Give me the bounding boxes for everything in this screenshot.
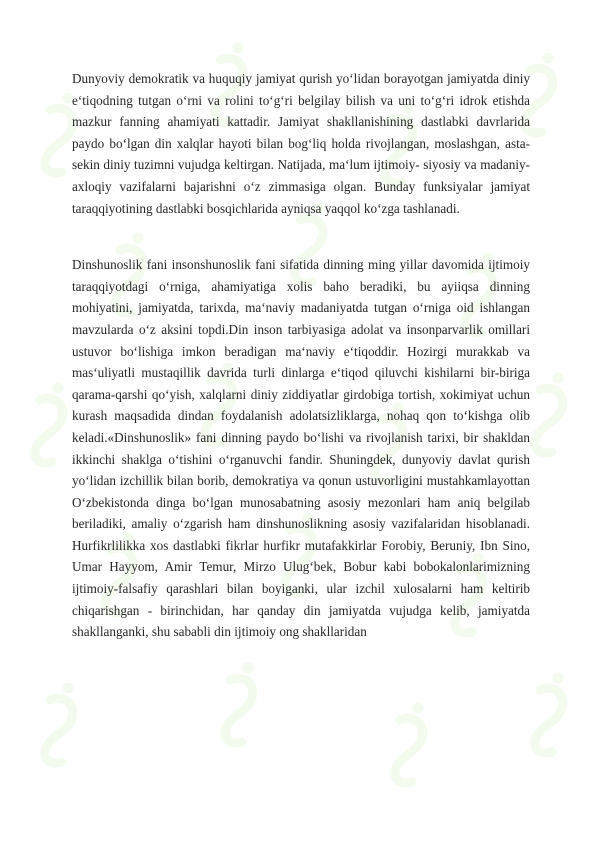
watermark-mark <box>225 663 253 743</box>
watermark-mark <box>45 683 73 763</box>
paragraph-1: Dunyoviy demokratik va huquqiy jamiyat qurish yoʻlidan borayotgan jamiyatda diniy eʻtiqodning tutgan oʻrni va rolini toʻgʻri belgilay bilish va uni toʻgʻri idrok etishda mazkur fanning ahamiyati kattadir. Jamiyat shakllanishining dastlabki davrlarida paydo boʻlgan din xalqlar hayoti bilan bogʻliq holda rivojlangan, moslashgan, asta-sekin diniy tuzimni vujudga keltirgan. Natijada, maʻlum ijtimoiy- siyosiy va madaniy-axloqiy vazifalarni bajarishni oʻz zimmasiga olgan. Bunday funksiyalar jamiyat taraqqiyotining dastlabki bosqichlarida ayniqsa yaqqol koʻzga tashlanadi. <box>72 71 530 216</box>
watermark-mark <box>395 703 423 783</box>
watermark-mark <box>45 93 73 173</box>
watermark-mark <box>535 373 563 453</box>
document-body <box>72 68 530 643</box>
paragraph-2: Dinshunoslik fani insonshunoslik fani sifatida dinning ming yillar davomida ijtimoiy taraqqiyotdagi oʻrniga, ahamiyatiga xolis baho beradiki, bu ayiiqsa dinning mohiyatini, jamiyatda, tarixda, maʻnaviy madaniyatda tutgan oʻrniga oid ishlangan mavzularda oʻz aksini topdi.Din inson tarbiyasiga adolat va insonparvarlik omillari ustuvor boʻlishiga imkon beradigan maʻnaviy eʻtiqoddir. Hozirgi murakkab va masʻuliyatli mustaqillik davrida turli dinlarga eʻtiqod qiluvchi kishilarni bir-biriga qarama-qarshi qoʻyish, xalqlarni diniy ziddiyatlar girdobiga tortish, xokimiyat uchun kurash maqsadida dindan foydalanish adolatsizliklarga, nohaq qon toʻkishga olib keladi.«Dinshunoslik» fani dinning paydo boʻlishi va rivojlanish tarixi, bir shakldan ikkinchi shaklga oʻtishini oʻrganuvchi fandir. Shuningdek, dunyoviy davlat qurish yoʻlidan izchillik bilan borib, demokratiya va qonun ustuvorligini mustahkamlayottan Oʻzbekistonda dinga boʻlgan munosabatning asosiy mezonlari ham aniq belgilab beriladiki, amaliy oʻzgarish ham dinshunoslikning asosiy vazifalaridan hisoblanadi. Hurfikrlilikka xos dastlabki fikrlar hurfikr mutafakkirlar Forobiy, Beruniy, Ibn Sino, Umar Hayyom, Amir Temur, Mirzo Ulugʻbek, Bobur kabi bobokalonlarimizning ijtimoiy-falsafiy qarashlari bilan boyiganki, ular izchil xulosalarni ham keltirib chiqarishgan - birinchidan, har qanday din jamiyatda vujudga kelib, jamiyatda shakllanganki, shu sababli din ijtimoiy ong shakllaridan <box>72 257 530 640</box>
watermark-mark <box>535 673 563 753</box>
watermark-mark <box>35 383 63 463</box>
